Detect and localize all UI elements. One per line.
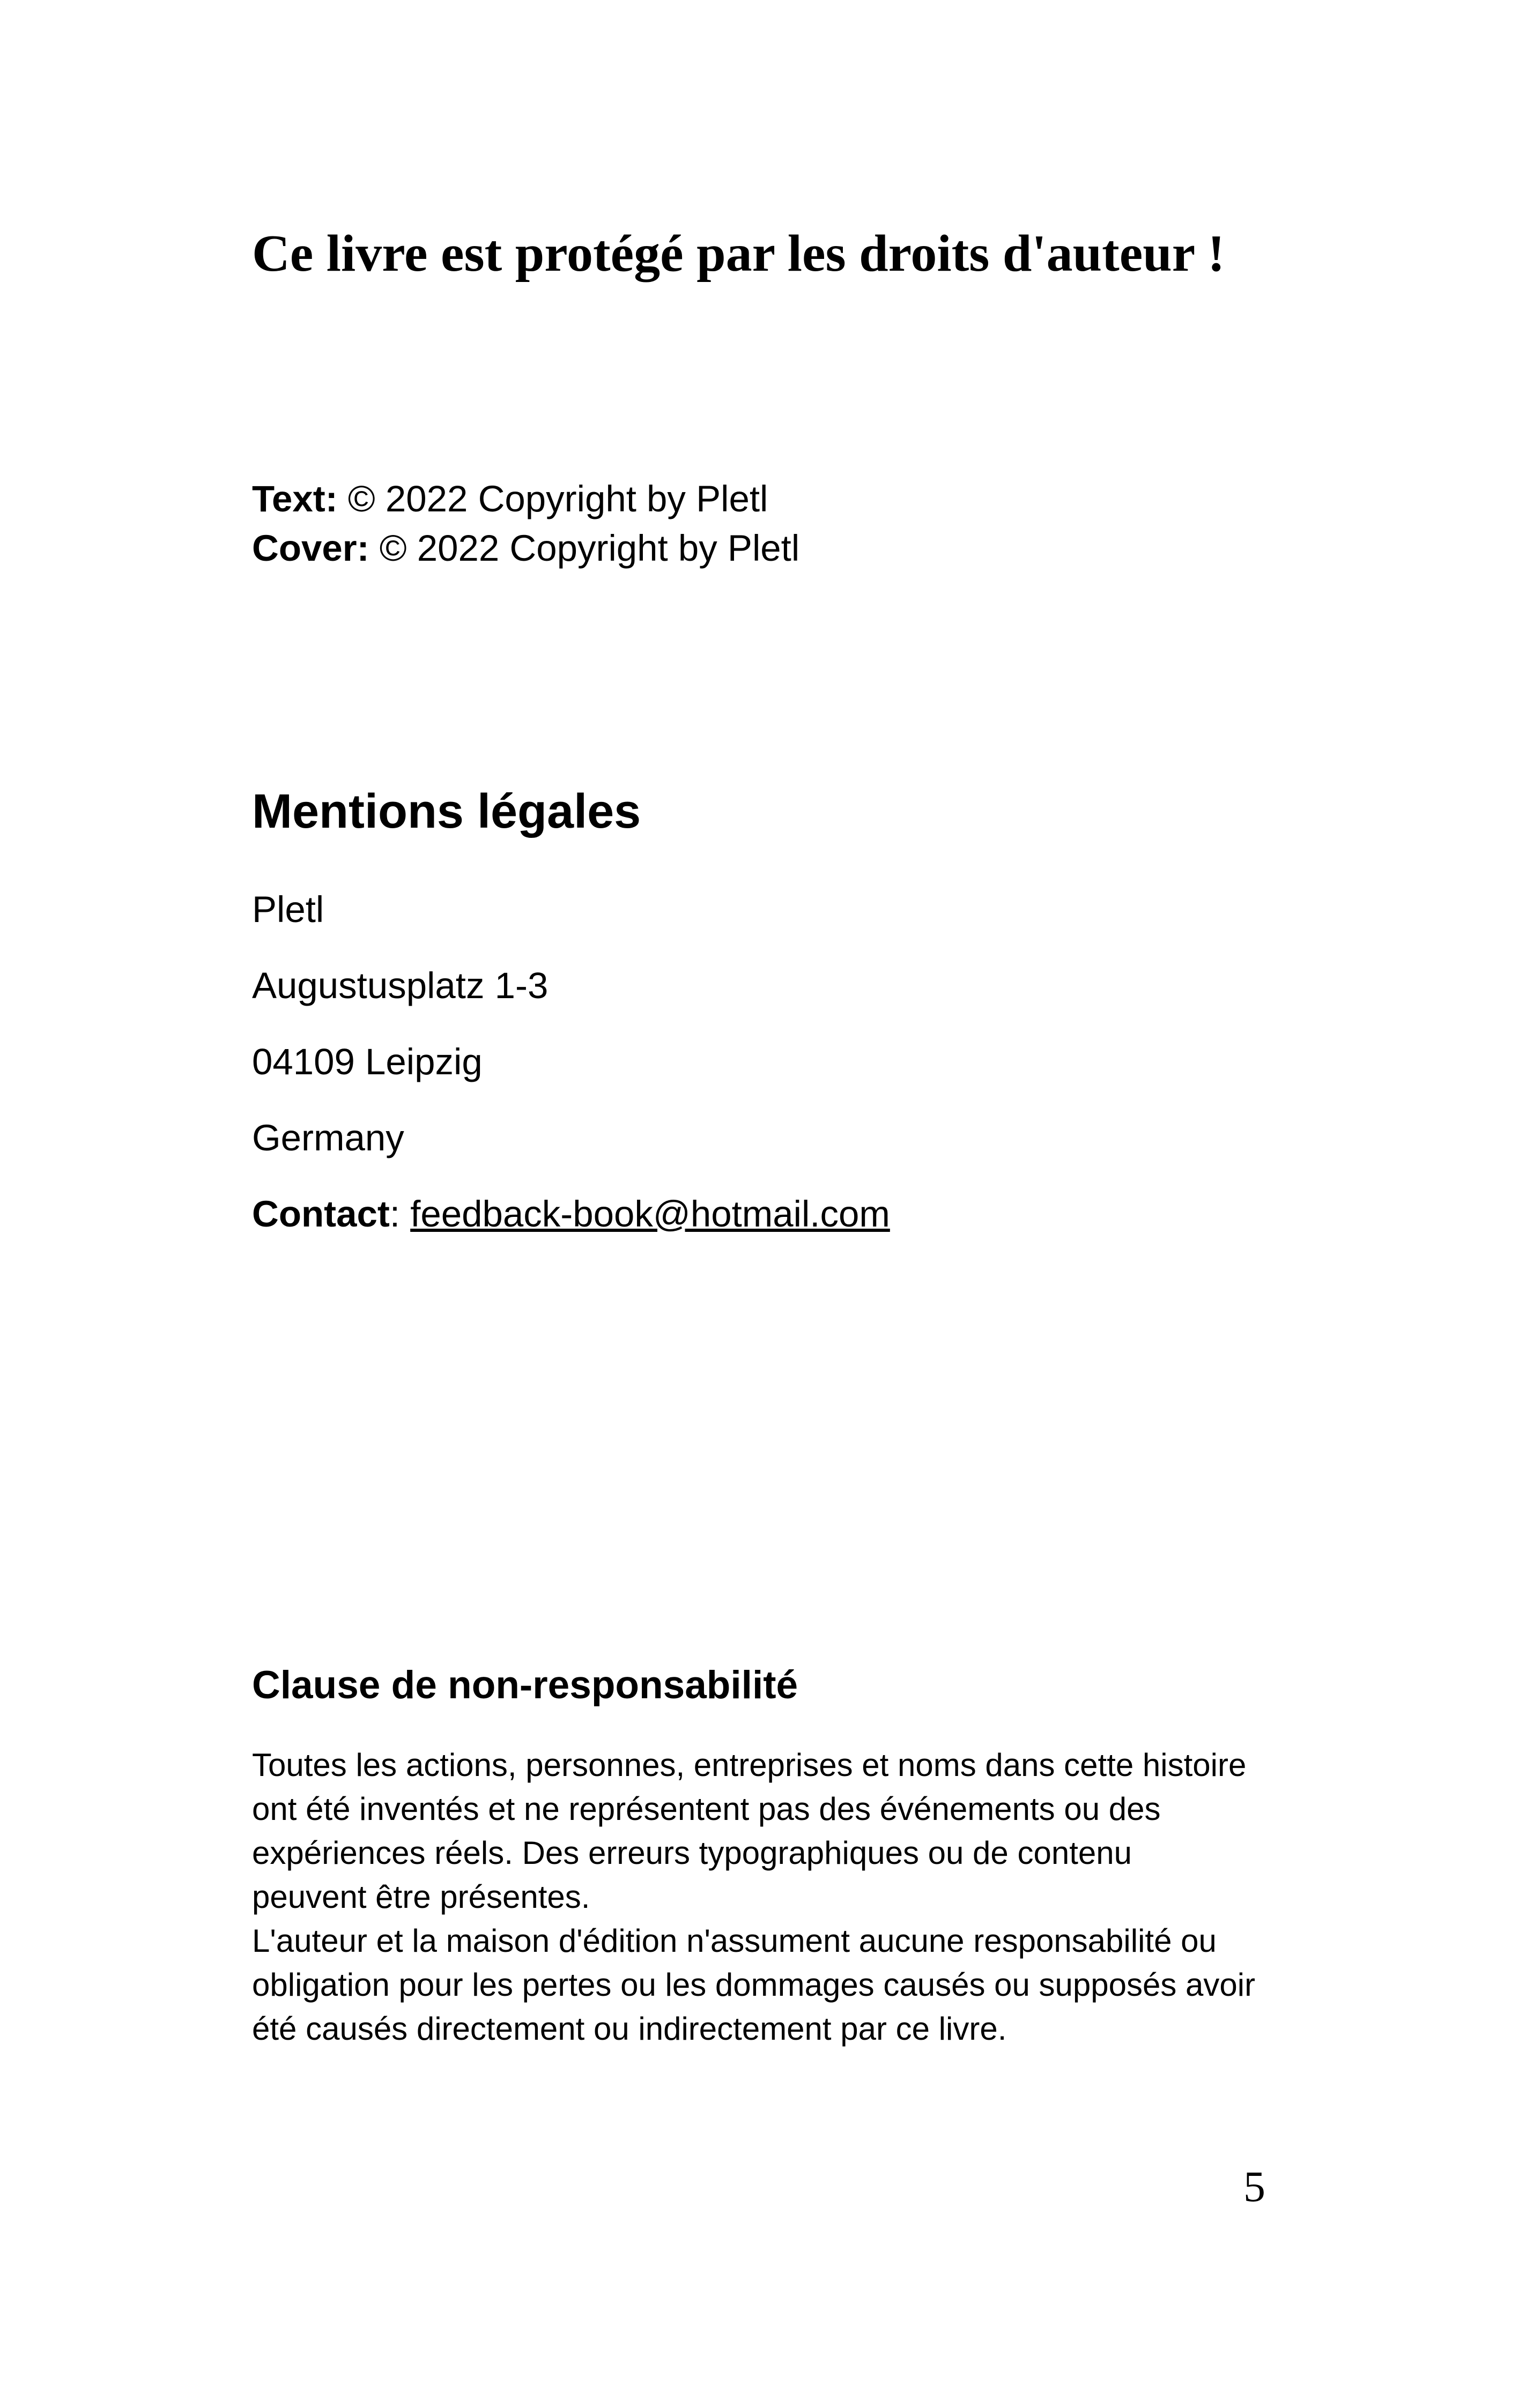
page-title: Ce livre est protégé par les droits d'auteur ! xyxy=(252,225,1225,283)
text-copyright-label: Text: xyxy=(252,478,338,519)
disclaimer-paragraph-1-line: peuvent être présentes. xyxy=(252,1879,590,1915)
disclaimer-paragraph-2 xyxy=(252,1919,1271,2051)
legal-country: Germany xyxy=(252,1117,404,1158)
text-copyright-value: © 2022 Copyright by Pletl xyxy=(337,478,768,519)
cover-copyright-line xyxy=(252,526,799,571)
contact-label: Contact xyxy=(252,1193,390,1235)
cover-copyright-label: Cover: xyxy=(252,527,369,569)
legal-street: Augustusplatz 1-3 xyxy=(252,965,549,1006)
disclaimer-paragraph-1-line: Toutes les actions, personnes, entreprises et noms dans cette histoire xyxy=(252,1747,1247,1783)
legal-city: 04109 Leipzig xyxy=(252,1041,483,1082)
disclaimer-heading: Clause de non-responsabilité xyxy=(252,1663,798,1707)
contact-separator: : xyxy=(389,1193,411,1235)
cover-copyright-value: © 2022 Copyright by Pletl xyxy=(369,527,800,569)
page-number: 5 xyxy=(1243,2162,1265,2211)
contact-line xyxy=(252,1192,890,1237)
contact-email-link[interactable]: feedback-book@hotmail.com xyxy=(410,1193,890,1235)
disclaimer-paragraph-1 xyxy=(252,1743,1271,1919)
disclaimer-paragraph-1-line: ont été inventés et ne représentent pas des événements ou des xyxy=(252,1791,1161,1827)
text-copyright-line xyxy=(252,477,768,522)
disclaimer-paragraph-2-line: L'auteur et la maison d'édition n'assument aucune responsabilité ou xyxy=(252,1923,1217,1959)
disclaimer-paragraph-1-line: expériences réels. Des erreurs typographiques ou de contenu xyxy=(252,1835,1132,1871)
disclaimer-paragraph-2-line: obligation pour les pertes ou les dommages causés ou supposés avoir xyxy=(252,1967,1256,2003)
legal-heading: Mentions légales xyxy=(252,785,641,838)
disclaimer-paragraph-2-line: été causés directement ou indirectement par ce livre. xyxy=(252,2011,1007,2047)
legal-name: Pletl xyxy=(252,889,324,930)
